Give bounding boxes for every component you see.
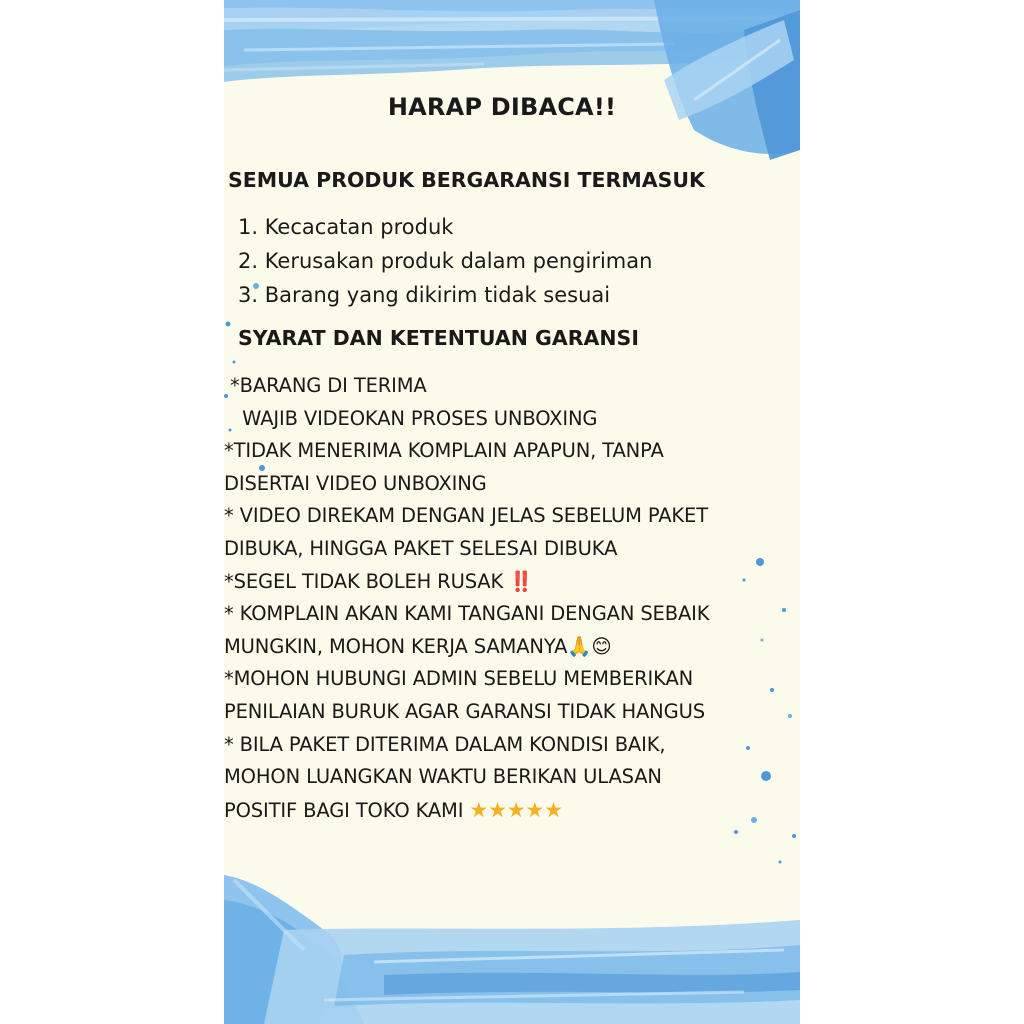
warranty-coverage-heading: SEMUA PRODUK BERGARANSI TERMASUK	[228, 168, 705, 192]
warranty-coverage-list	[238, 210, 652, 312]
terms-line: PENILAIAN BURUK AGAR GARANSI TIDAK HANGUS	[224, 699, 705, 723]
list-item: 2. Kerusakan produk dalam pengiriman	[238, 249, 653, 273]
terms-line: * BILA PAKET DITERIMA DALAM KONDISI BAIK,	[224, 732, 666, 756]
warranty-poster	[224, 0, 800, 1024]
terms-line: *BARANG DI TERIMA	[224, 374, 427, 397]
double-exclamation-icon: ‼️	[509, 569, 534, 593]
terms-list	[224, 370, 800, 826]
terms-line: MOHON LUANGKAN WAKTU BERIKAN ULASAN	[224, 765, 662, 789]
terms-line: MUNGKIN, MOHON KERJA SAMANYA🙏😊	[224, 634, 612, 658]
terms-line: DISERTAI VIDEO UNBOXING	[224, 471, 487, 495]
terms-line: *TIDAK MENERIMA KOMPLAIN APAPUN, TANPA	[224, 439, 664, 463]
pray-smile-emoji-icon: 🙏😊	[567, 634, 612, 658]
list-item: 3. Barang yang dikirim tidak sesuai	[238, 283, 611, 307]
terms-line: *MOHON HUBUNGI ADMIN SEBELU MEMBERIKAN	[224, 667, 694, 691]
poster-title: HARAP DIBACA!!	[387, 93, 617, 121]
terms-line: * KOMPLAIN AKAN KAMI TANGANI DENGAN SEBAIK	[224, 602, 710, 626]
terms-heading: SYARAT DAN KETENTUAN GARANSI	[238, 326, 639, 350]
terms-line: *SEGEL TIDAK BOLEH RUSAK ‼️	[224, 569, 534, 593]
terms-line: DIBUKA, HINGGA PAKET SELESAI DIBUKA	[224, 536, 618, 560]
five-star-rating-icon: ★★★★★	[469, 797, 563, 822]
terms-line: * VIDEO DIREKAM DENGAN JELAS SEBELUM PAKET	[224, 504, 708, 528]
terms-line: WAJIB VIDEOKAN PROSES UNBOXING	[224, 406, 598, 430]
terms-line: POSITIF BAGI TOKO KAMI ★★★★★	[224, 797, 563, 822]
list-item: 1. Kecacatan produk	[238, 215, 454, 239]
